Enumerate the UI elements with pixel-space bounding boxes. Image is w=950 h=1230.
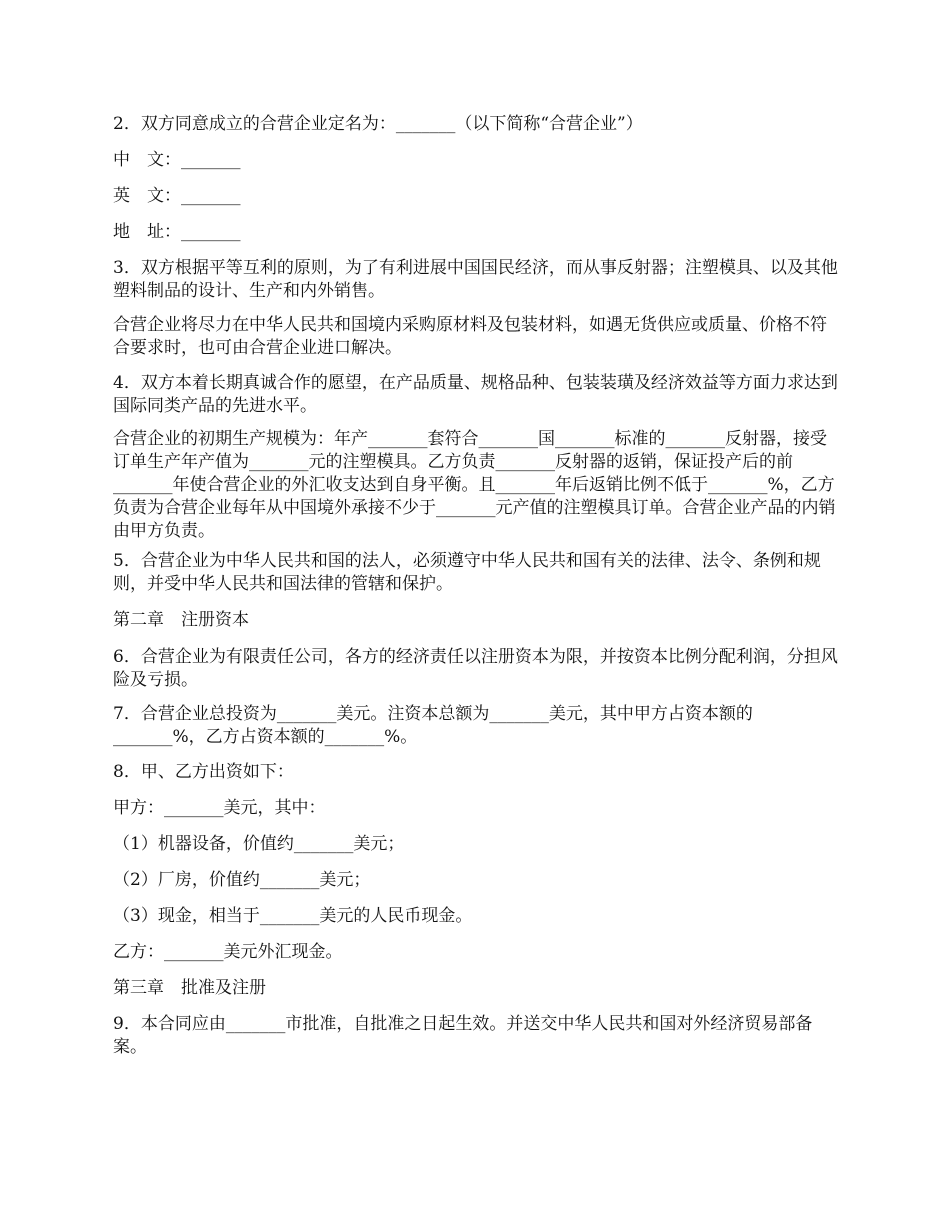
clause-2: 2．双方同意成立的合营企业定名为：_______（以下简称“合营企业”） [113,114,643,134]
party-a-item-2: （2）厂房，价值约_______美元； [113,870,371,890]
chinese-name-line: 中 文：_______ [113,150,241,170]
clause-3: 3．双方根据平等互利的原则，为了有利进展中国国民经济，而从事反射器；注塑模具、以及其他塑料制品的设计、生产和内外销售。 [113,258,838,301]
chapter-2-heading: 第二章 注册资本 [113,610,249,630]
clause-4-supplement: 合营企业的初期生产规模为：年产_______套符合_______国_______标准的_______反射器，接受订单生产年产值为_______元的注塑模具。乙方负责_______反射器的返销，保证投产后的前_______年使合营企业的外汇收支达到自身平衡。且_______年后返销比例不低于_______%，乙方负责为合营企业每年从中国境外承接不少于_______元产值的注塑模具订单。合营企业产品的内销由甲方负责。 [113,429,836,541]
clause-9: 9．本合同应由_______市批准，自批准之日起生效。并送交中华人民共和国对外经济贸易部备案。 [113,1014,813,1057]
party-a-item-3: （3）现金，相当于_______美元的人民币现金。 [113,906,473,926]
clause-5: 5．合营企业为中华人民共和国的法人，必须遵守中华人民共和国有关的法律、法令、条例和规则，并受中华人民共和国法律的管辖和保护。 [113,551,821,594]
clause-8: 8．甲、乙方出资如下： [113,762,294,782]
clause-7: 7．合营企业总投资为_______美元。注资本总额为_______美元，其中甲方占资本额的_______%，乙方占资本额的_______%。 [113,704,753,747]
clause-6: 6．合营企业为有限责任公司，各方的经济责任以注册资本为限，并按资本比例分配利润，分担风险及亏损。 [113,647,838,690]
chapter-3-heading: 第三章 批准及注册 [113,978,266,998]
address-line: 地 址：_______ [113,222,241,242]
clause-4: 4．双方本着长期真诚合作的愿望，在产品质量、规格品种、包装装璜及经济效益等方面力求达到国际同类产品的先进水平。 [113,373,838,416]
english-name-line: 英 文：_______ [113,186,241,206]
party-b-contribution: 乙方：_______美元外汇现金。 [113,942,343,962]
party-a-item-1: （1）机器设备，价值约_______美元； [113,834,405,854]
party-a-contribution: 甲方：_______美元，其中： [113,798,326,818]
clause-3-supplement: 合营企业将尽力在中华人民共和国境内采购原材料及包装材料，如遇无货供应或质量、价格不符合要求时，也可由合营企业进口解决。 [113,315,827,358]
